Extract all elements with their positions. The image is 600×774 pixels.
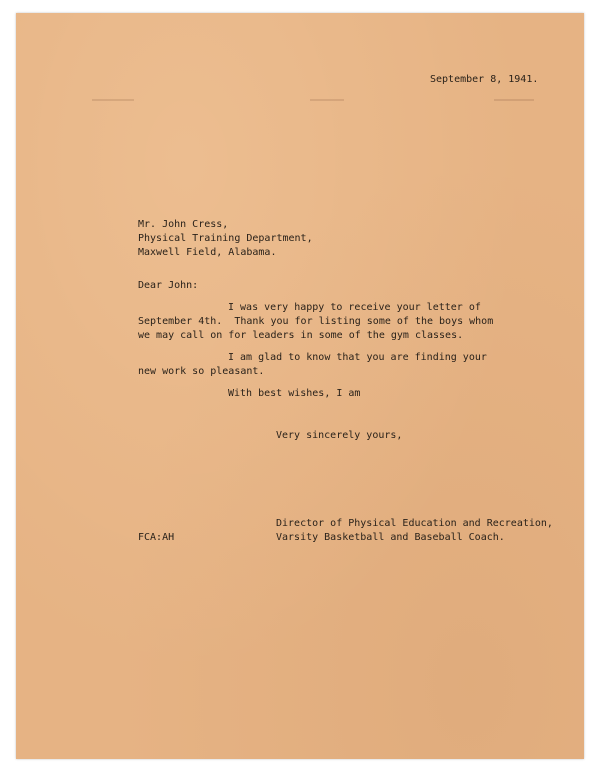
body-paragraph-2-line-1: I am glad to know that you are finding your — [228, 352, 487, 363]
recipient-department: Physical Training Department, — [138, 233, 313, 244]
letter-page — [16, 13, 584, 759]
recipient-name: Mr. John Cress, — [138, 219, 229, 230]
recipient-location: Maxwell Field, Alabama. — [138, 247, 277, 258]
salutation: Dear John: — [138, 280, 199, 291]
body-paragraph-1-line-2: September 4th. Thank you for listing some of the boys whom — [138, 316, 494, 327]
letterhead-showthrough-left — [92, 99, 134, 101]
letterhead-showthrough-center — [310, 99, 344, 101]
closing-remark: With best wishes, I am — [228, 388, 361, 399]
body-paragraph-1-line-1: I was very happy to receive your letter of — [228, 302, 481, 313]
letterhead-showthrough-right — [494, 99, 534, 101]
typist-initials: FCA:AH — [138, 532, 175, 543]
letter-date: September 8, 1941. — [430, 74, 539, 85]
complimentary-close: Very sincerely yours, — [276, 430, 403, 441]
body-paragraph-2-line-2: new work so pleasant. — [138, 366, 265, 377]
signature-title-line-1: Director of Physical Education and Recreation, — [276, 518, 553, 529]
body-paragraph-1-line-3: we may call on for leaders in some of the gym classes. — [138, 330, 464, 341]
signature-title-line-2: Varsity Basketball and Baseball Coach. — [276, 532, 505, 543]
